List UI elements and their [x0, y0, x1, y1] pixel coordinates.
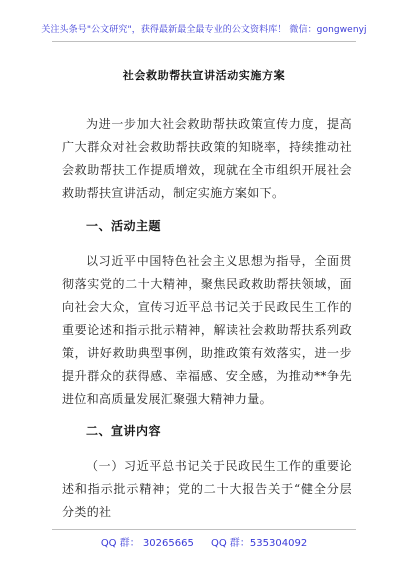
section-body-theme: 以习近平中国特色社会主义思想为指导，全面贯彻落实党的二十大精神，聚焦民政救助帮扶领域，面向社会大众，宣传习近平总书记关于民政民生工作的重要论述和指示批示精神，解读社会救助帮扶系列政策，讲好救助典型事例，助推政策有效落实，进一步提升群众的获得感、幸福感、安全感，为推动**争先进位和高质量发展汇聚强大精神力量。 [62, 254, 352, 406]
footer-divider [52, 529, 356, 530]
header-banner: 关注头条号"公文研究"，获得最新最全最专业的公文资料库！ 微信：gongwenyj [41, 25, 367, 35]
section-body-content: （一）习近平总书记关于民政民生工作的重要论述和指示批示精神；党的二十大报告关于“健全分层分类的社 [62, 459, 352, 519]
document-title: 社会救助帮扶宣讲活动实施方案 [122, 69, 286, 82]
footer-contact [0, 534, 408, 549]
section-heading-theme: 一、活动主题 [86, 219, 162, 233]
footer-qq-group-1: QQ 群： 30265665 [100, 538, 194, 549]
intro-paragraph: 为进一步加大社会救助帮扶政策宣传力度，提高广大群众对社会救助帮扶政策的知晓率，持续推动社会救助帮扶工作提质增效，现就在全市组织开展社会救助帮扶宣讲活动，制定实施方案如下。 [62, 117, 352, 200]
footer-qq-group-2: QQ 群：535304092 [211, 538, 308, 549]
header-divider [52, 41, 356, 42]
section-heading-content: 二、宣讲内容 [86, 424, 162, 438]
